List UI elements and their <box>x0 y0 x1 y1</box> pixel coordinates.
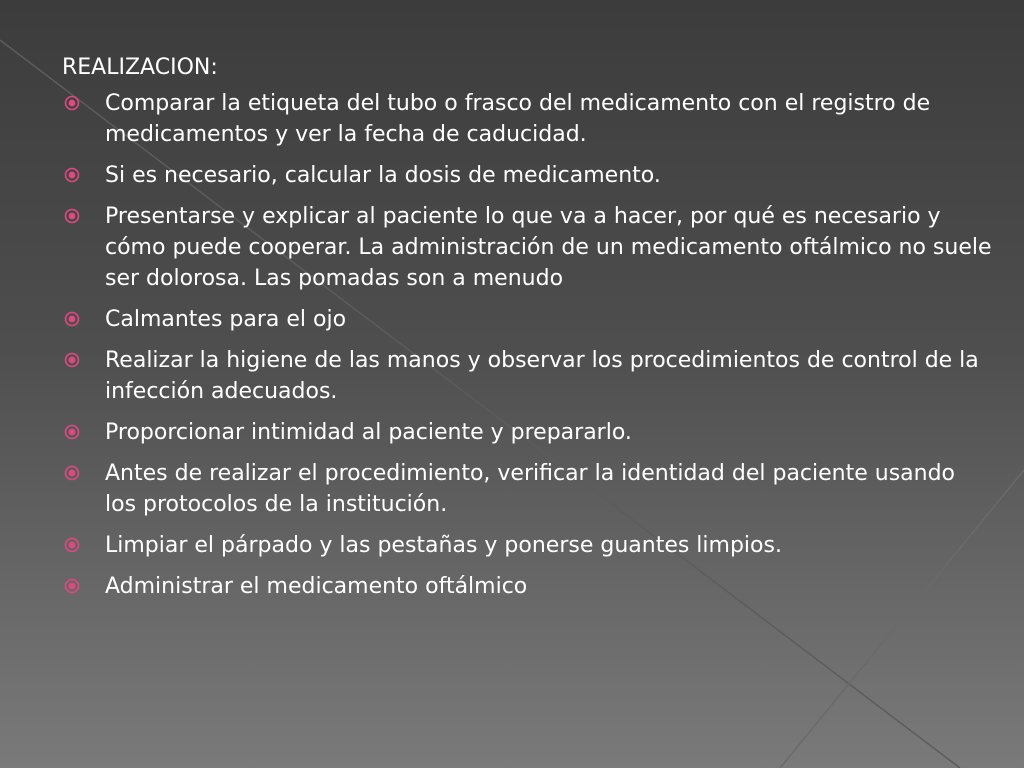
bullet-list <box>62 88 992 602</box>
bullet-text: Presentarse y explicar al paciente lo que va a hacer, por qué es necesario y cómo puede cooperar. La administración de un medicamento oftálmico no suele ser dolorosa. Las pomadas son a menudo <box>105 204 992 291</box>
list-item <box>62 530 992 561</box>
bullet-text: Calmantes para el ojo <box>105 307 347 332</box>
bullet-text: Antes de realizar el procedimiento, verificar la identidad del paciente usando los protocolos de la institución. <box>105 461 956 517</box>
slide-heading: REALIZACION: <box>62 55 218 80</box>
slide-content <box>62 50 992 612</box>
radio-bullet-icon <box>64 352 80 368</box>
bullet-text: Administrar el medicamento oftálmico <box>105 574 528 599</box>
bullet-text: Comparar la etiqueta del tubo o frasco del medicamento con el registro de medicamentos y ver la fecha de caducidad. <box>105 91 931 147</box>
list-item <box>62 571 992 602</box>
radio-bullet-icon <box>64 167 80 183</box>
radio-bullet-icon <box>64 537 80 553</box>
list-item <box>62 201 992 294</box>
list-item <box>62 160 992 191</box>
list-item <box>62 345 992 407</box>
radio-bullet-icon <box>64 208 80 224</box>
list-item <box>62 458 992 520</box>
bullet-text: Limpiar el párpado y las pestañas y ponerse guantes limpios. <box>105 533 782 558</box>
list-item <box>62 304 992 335</box>
bullet-text: Si es necesario, calcular la dosis de medicamento. <box>105 163 661 188</box>
radio-bullet-icon <box>64 465 80 481</box>
radio-bullet-icon <box>64 578 80 594</box>
radio-bullet-icon <box>64 311 80 327</box>
bullet-text: Realizar la higiene de las manos y observar los procedimientos de control de la infección adecuados. <box>105 348 979 404</box>
radio-bullet-icon <box>64 95 80 111</box>
list-item <box>62 417 992 448</box>
list-item <box>62 88 992 150</box>
bullet-text: Proporcionar intimidad al paciente y prepararlo. <box>105 420 632 445</box>
radio-bullet-icon <box>64 424 80 440</box>
